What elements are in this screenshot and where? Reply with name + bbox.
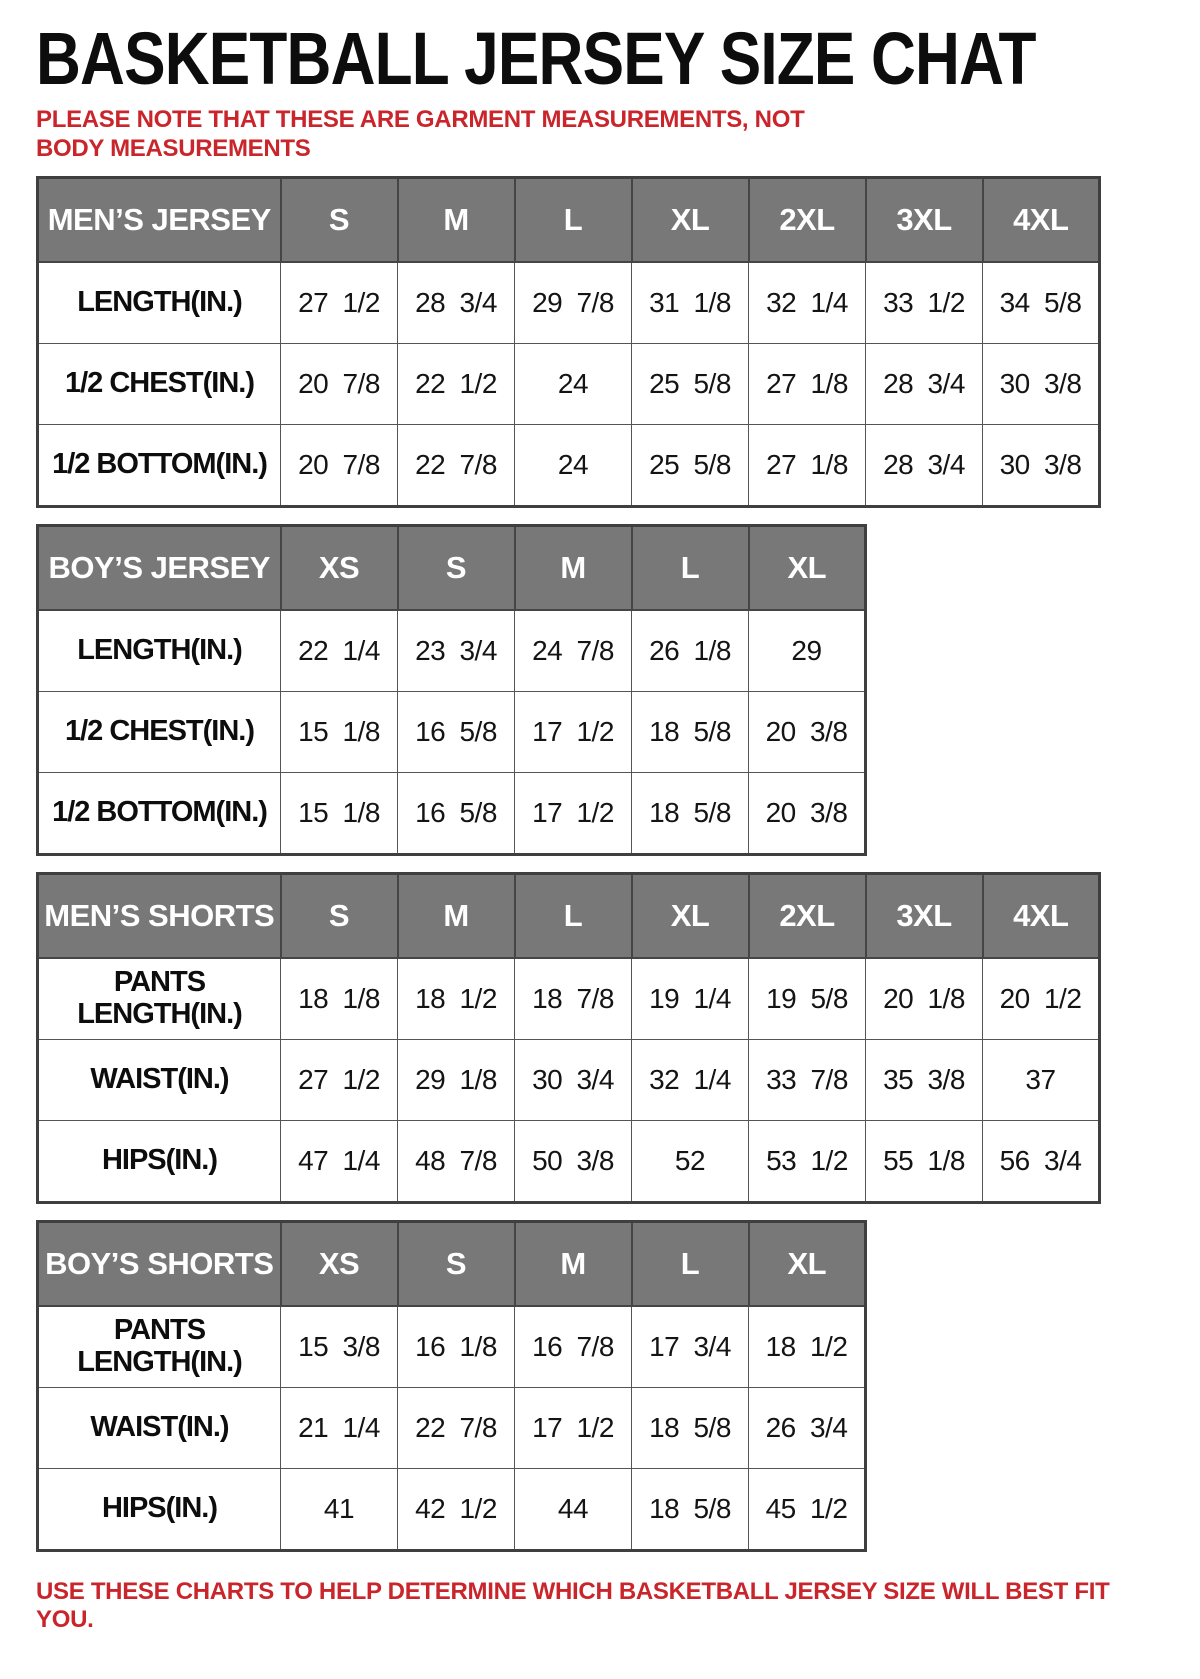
size-table-boy-s-shorts (36, 1220, 867, 1552)
row-label-cell: 1/2 CHEST(IN.) (38, 691, 281, 772)
size-header-cell-s: S (398, 1221, 515, 1306)
row-label-cell: 1/2 BOTTOM(IN.) (38, 424, 281, 506)
measurement-value-cell: 45 1/2 (749, 1468, 866, 1550)
row-label-cell: LENGTH(IN.) (38, 610, 281, 692)
measurement-value-cell: 15 3/8 (281, 1306, 398, 1388)
measurement-value-cell: 32 1/4 (632, 1039, 749, 1120)
measurement-value-cell: 19 1/4 (632, 958, 749, 1040)
row-label-cell: 1/2 BOTTOM(IN.) (38, 772, 281, 854)
row-label-cell: LENGTH(IN.) (38, 262, 281, 344)
measurement-value-cell: 53 1/2 (749, 1120, 866, 1202)
measurement-value-cell: 55 1/8 (866, 1120, 983, 1202)
measurement-value-cell: 27 1/8 (749, 424, 866, 506)
measurement-value-cell: 18 1/8 (281, 958, 398, 1040)
size-table-men-s-jersey (36, 176, 1101, 508)
measurement-value-cell: 33 1/2 (866, 262, 983, 344)
measurement-value-cell: 48 7/8 (398, 1120, 515, 1202)
measurement-value-cell: 29 1/8 (398, 1039, 515, 1120)
size-header-cell-s: S (281, 177, 398, 262)
measurement-value-cell: 18 5/8 (632, 1468, 749, 1550)
row-label-cell: PANTS LENGTH(IN.) (38, 958, 281, 1040)
measurement-value-cell: 27 1/2 (281, 1039, 398, 1120)
table-header-row (38, 1221, 866, 1306)
measurement-value-cell: 20 3/8 (749, 691, 866, 772)
size-header-cell-m: M (515, 1221, 632, 1306)
measurement-value-cell: 42 1/2 (398, 1468, 515, 1550)
size-header-cell-xs: XS (281, 525, 398, 610)
measurement-value-cell: 37 (983, 1039, 1100, 1120)
table-header-row (38, 525, 866, 610)
measurement-value-cell: 27 1/8 (749, 343, 866, 424)
measurement-value-cell: 20 1/2 (983, 958, 1100, 1040)
size-header-cell-xl: XL (632, 177, 749, 262)
table-row-waist-in (38, 1039, 1100, 1120)
measurement-value-cell: 29 7/8 (515, 262, 632, 344)
measurement-value-cell: 21 1/4 (281, 1387, 398, 1468)
measurement-value-cell: 20 3/8 (749, 772, 866, 854)
measurement-value-cell: 30 3/8 (983, 424, 1100, 506)
table-row-1-2-bottom-in (38, 424, 1100, 506)
size-header-cell-2xl: 2XL (749, 177, 866, 262)
measurement-value-cell: 28 3/4 (866, 424, 983, 506)
size-header-cell-2xl: 2XL (749, 873, 866, 958)
measurement-value-cell: 22 7/8 (398, 424, 515, 506)
size-header-cell-l: L (632, 1221, 749, 1306)
measurement-value-cell: 31 1/8 (632, 262, 749, 344)
measurement-value-cell: 24 7/8 (515, 610, 632, 692)
table-row-1-2-bottom-in (38, 772, 866, 854)
size-header-cell-xl: XL (749, 525, 866, 610)
measurement-value-cell: 18 5/8 (632, 772, 749, 854)
table-row-1-2-chest-in (38, 343, 1100, 424)
measurement-value-cell: 47 1/4 (281, 1120, 398, 1202)
measurement-value-cell: 16 5/8 (398, 691, 515, 772)
row-label-cell: WAIST(IN.) (38, 1387, 281, 1468)
row-label-cell: HIPS(IN.) (38, 1468, 281, 1550)
measurement-value-cell: 26 1/8 (632, 610, 749, 692)
table-row-hips-in (38, 1468, 866, 1550)
measurement-value-cell: 22 7/8 (398, 1387, 515, 1468)
measurement-value-cell: 35 3/8 (866, 1039, 983, 1120)
measurement-value-cell: 18 5/8 (632, 691, 749, 772)
table-row-length-in (38, 262, 1100, 344)
table-row-pants-length-in (38, 1306, 866, 1388)
measurement-value-cell: 23 3/4 (398, 610, 515, 692)
measurement-value-cell: 29 (749, 610, 866, 692)
measurement-value-cell: 30 3/4 (515, 1039, 632, 1120)
measurement-value-cell: 16 5/8 (398, 772, 515, 854)
row-label-cell: HIPS(IN.) (38, 1120, 281, 1202)
size-header-cell-l: L (632, 525, 749, 610)
table-row-length-in (38, 610, 866, 692)
size-header-cell-3xl: 3XL (866, 177, 983, 262)
measurement-value-cell: 15 1/8 (281, 691, 398, 772)
row-label-cell: PANTS LENGTH(IN.) (38, 1306, 281, 1388)
table-row-hips-in (38, 1120, 1100, 1202)
size-header-cell-xs: XS (281, 1221, 398, 1306)
garment-measurements-note: PLEASE NOTE THAT THESE ARE GARMENT MEASUREMENTS, NOT BODY MEASUREMENTS (36, 106, 805, 162)
size-header-cell-xl: XL (632, 873, 749, 958)
measurement-value-cell: 19 5/8 (749, 958, 866, 1040)
measurement-value-cell: 18 1/2 (749, 1306, 866, 1388)
measurement-value-cell: 34 5/8 (983, 262, 1100, 344)
measurement-value-cell: 17 1/2 (515, 1387, 632, 1468)
measurement-value-cell: 22 1/4 (281, 610, 398, 692)
measurement-value-cell: 26 3/4 (749, 1387, 866, 1468)
measurement-value-cell: 25 5/8 (632, 424, 749, 506)
measurement-value-cell: 24 (515, 343, 632, 424)
table-title-cell: MEN’S JERSEY (38, 177, 281, 262)
measurement-value-cell: 15 1/8 (281, 772, 398, 854)
measurement-value-cell: 24 (515, 424, 632, 506)
measurement-value-cell: 17 3/4 (632, 1306, 749, 1388)
size-header-cell-4xl: 4XL (983, 177, 1100, 262)
size-header-cell-m: M (398, 873, 515, 958)
measurement-value-cell: 18 5/8 (632, 1387, 749, 1468)
measurement-value-cell: 18 1/2 (398, 958, 515, 1040)
size-header-cell-l: L (515, 873, 632, 958)
table-row-1-2-chest-in (38, 691, 866, 772)
size-header-cell-s: S (281, 873, 398, 958)
size-header-cell-3xl: 3XL (866, 873, 983, 958)
measurement-value-cell: 30 3/8 (983, 343, 1100, 424)
size-header-cell-l: L (515, 177, 632, 262)
measurement-value-cell: 16 1/8 (398, 1306, 515, 1388)
best-fit-note: USE THESE CHARTS TO HELP DETERMINE WHICH BASKETBALL JERSEY SIZE WILL BEST FIT YOU. (36, 1577, 1110, 1634)
size-header-cell-4xl: 4XL (983, 873, 1100, 958)
row-label-cell: WAIST(IN.) (38, 1039, 281, 1120)
table-title-cell: MEN’S SHORTS (38, 873, 281, 958)
measurement-value-cell: 41 (281, 1468, 398, 1550)
size-table-men-s-shorts (36, 872, 1101, 1204)
table-row-waist-in (38, 1387, 866, 1468)
size-header-cell-m: M (515, 525, 632, 610)
measurement-value-cell: 28 3/4 (398, 262, 515, 344)
table-header-row (38, 873, 1100, 958)
measurement-value-cell: 17 1/2 (515, 691, 632, 772)
table-row-pants-length-in (38, 958, 1100, 1040)
measurement-value-cell: 44 (515, 1468, 632, 1550)
page-title: BASKETBALL JERSEY SIZE CHAT (36, 17, 1036, 100)
measurement-value-cell: 16 7/8 (515, 1306, 632, 1388)
measurement-value-cell: 56 3/4 (983, 1120, 1100, 1202)
size-header-cell-m: M (398, 177, 515, 262)
size-header-cell-xl: XL (749, 1221, 866, 1306)
table-title-cell: BOY’S JERSEY (38, 525, 281, 610)
measurement-value-cell: 32 1/4 (749, 262, 866, 344)
measurement-value-cell: 33 7/8 (749, 1039, 866, 1120)
measurement-value-cell: 50 3/8 (515, 1120, 632, 1202)
measurement-value-cell: 28 3/4 (866, 343, 983, 424)
row-label-cell: 1/2 CHEST(IN.) (38, 343, 281, 424)
measurement-value-cell: 20 1/8 (866, 958, 983, 1040)
table-header-row (38, 177, 1100, 262)
measurement-value-cell: 20 7/8 (281, 343, 398, 424)
measurement-value-cell: 17 1/2 (515, 772, 632, 854)
measurement-value-cell: 18 7/8 (515, 958, 632, 1040)
table-title-cell: BOY’S SHORTS (38, 1221, 281, 1306)
measurement-value-cell: 25 5/8 (632, 343, 749, 424)
measurement-value-cell: 27 1/2 (281, 262, 398, 344)
size-header-cell-s: S (398, 525, 515, 610)
measurement-value-cell: 22 1/2 (398, 343, 515, 424)
size-table-boy-s-jersey (36, 524, 867, 856)
size-tables-container (36, 176, 1170, 1552)
measurement-value-cell: 52 (632, 1120, 749, 1202)
measurement-value-cell: 20 7/8 (281, 424, 398, 506)
